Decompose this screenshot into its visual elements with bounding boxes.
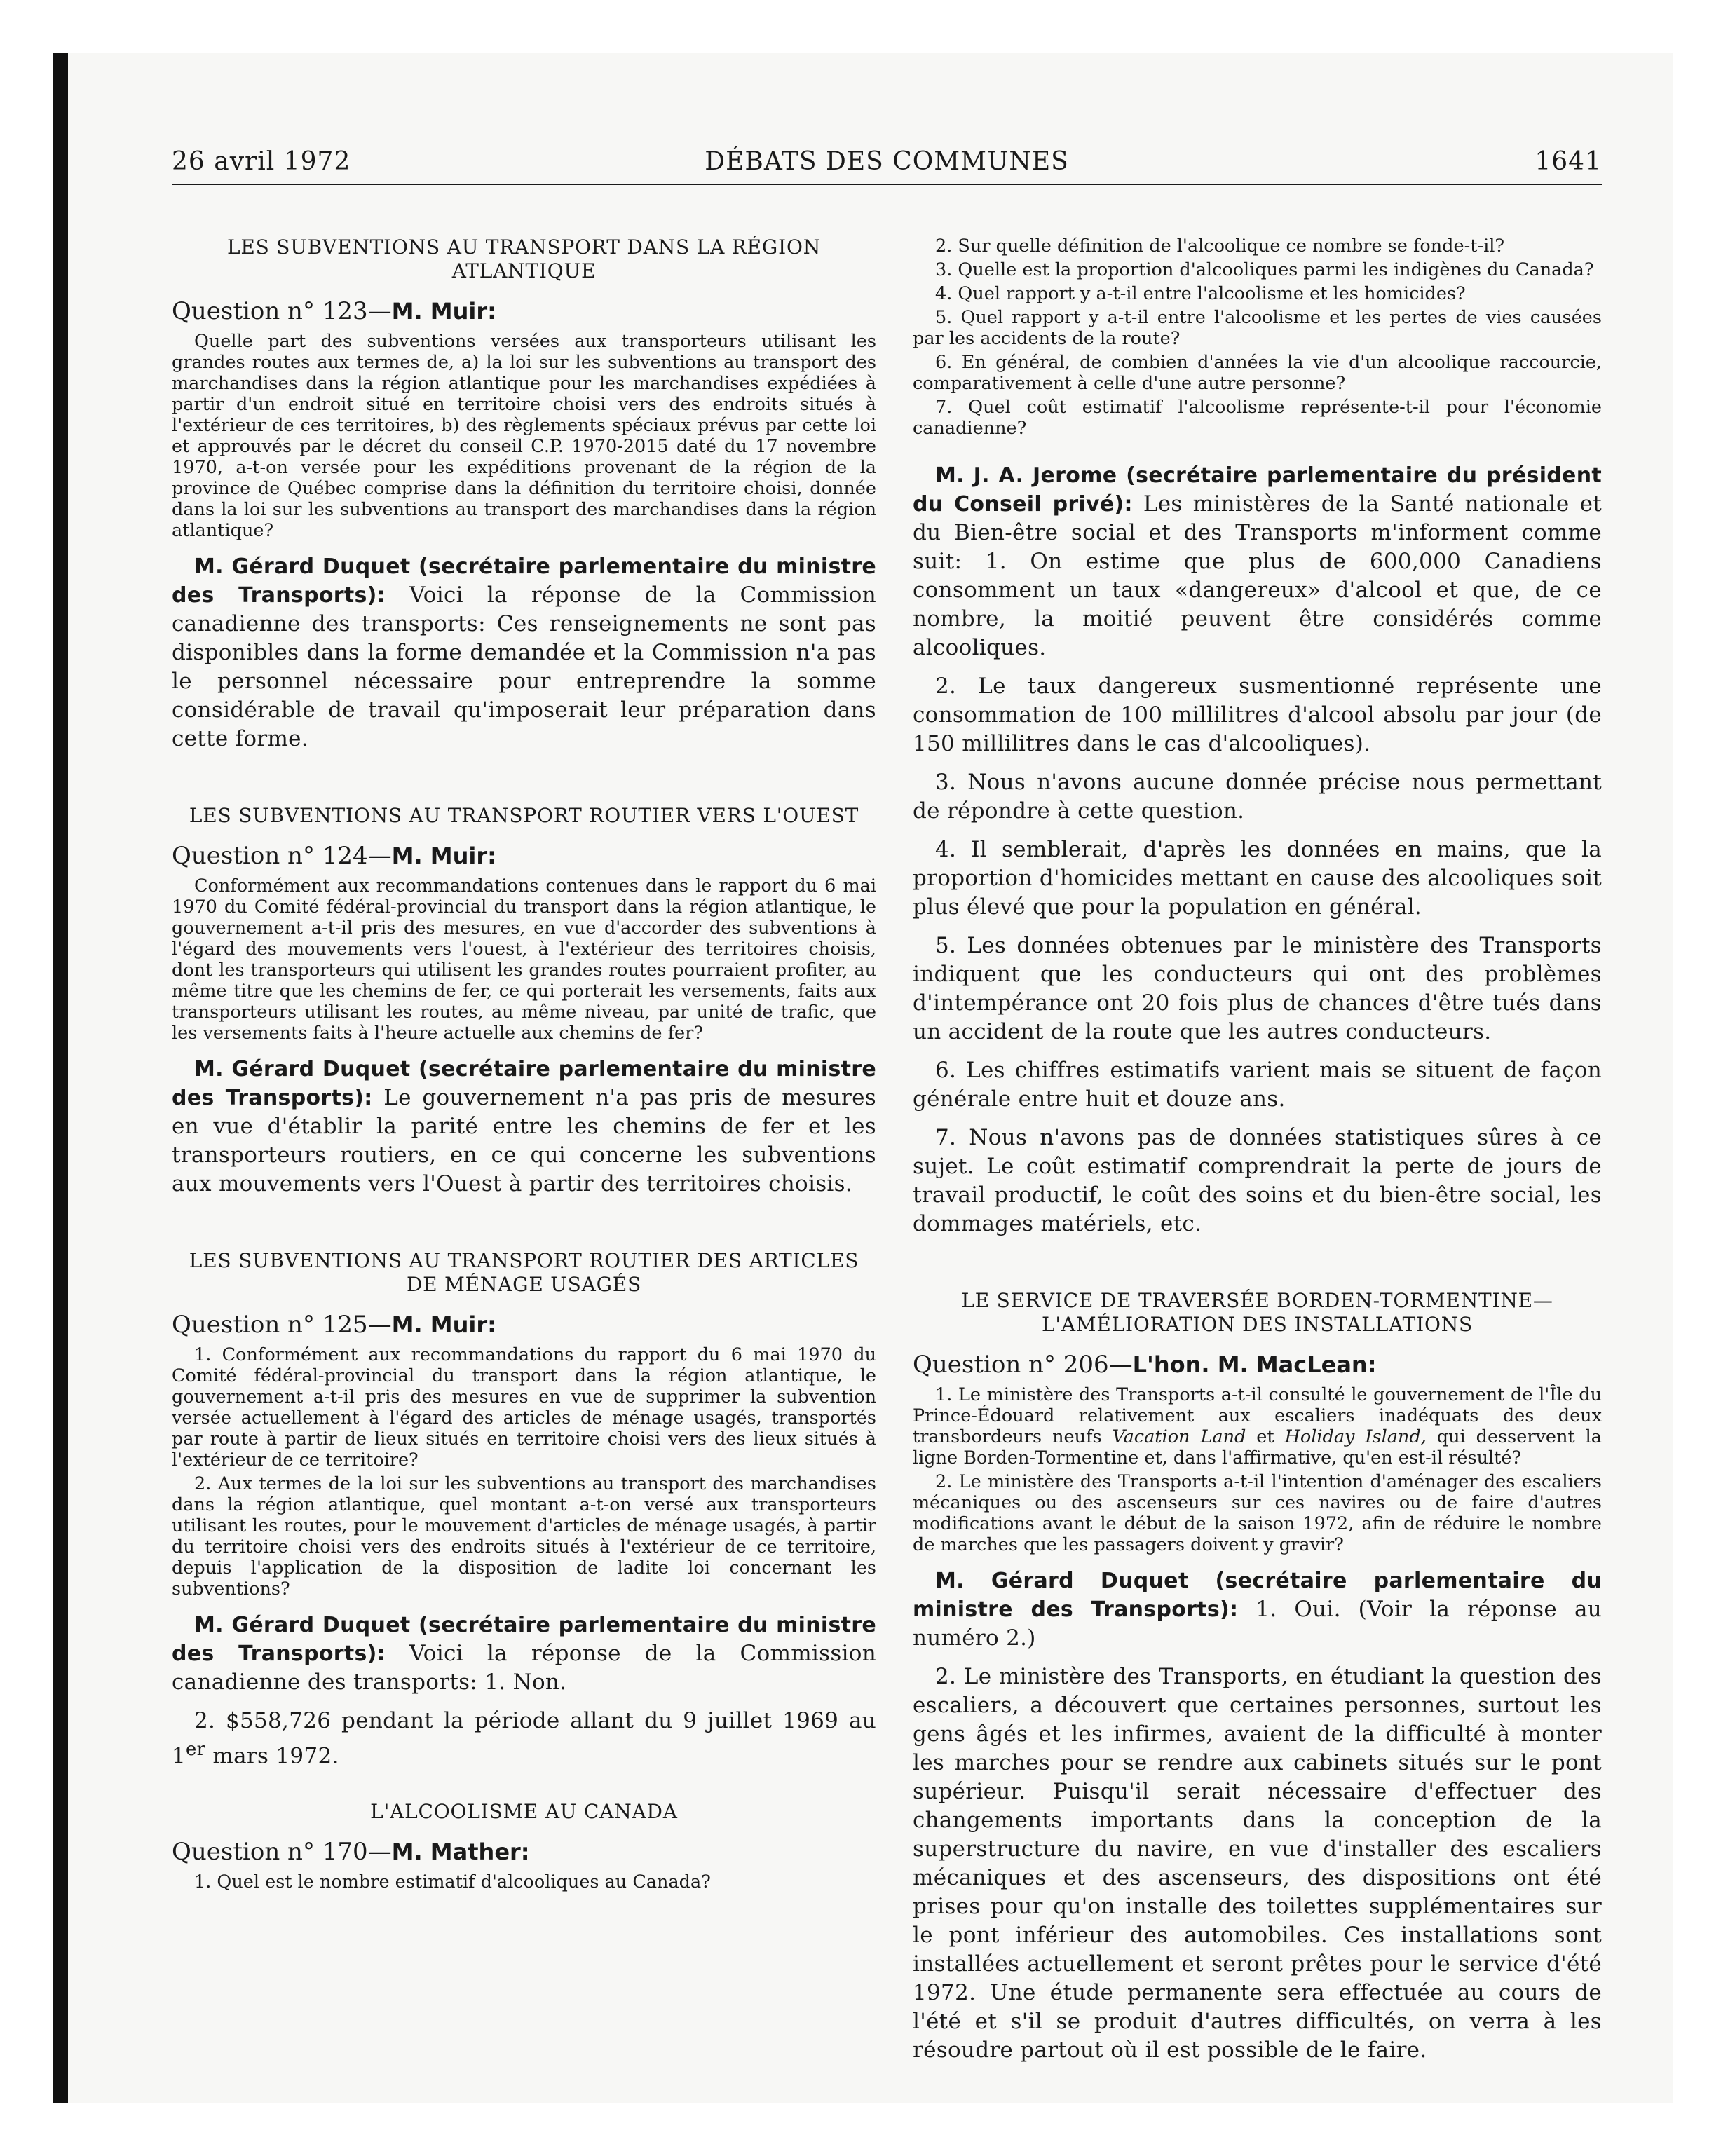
question-item: 1. Quel est le nombre estimatif d'alcooliques au Canada? — [194, 1871, 711, 1893]
scan-border-left — [53, 53, 68, 2103]
question-author: M. Muir: — [391, 298, 496, 325]
scan-margin-bottom — [68, 2103, 1673, 2156]
header-title: DÉBATS DES COMMUNES — [705, 147, 1069, 176]
header-page-number: 1641 — [1535, 147, 1602, 176]
question-item: 3. Quelle est la proportion d'alcooliques parmi les indigènes du Canada? — [935, 259, 1594, 280]
question-text: qui desservent la ligne Borden-Tormentine et, dans l'affirmative, qu'en est-il résulté? — [913, 1426, 1602, 1468]
answer-speaker: M. Gérard Duquet (secrétaire parlementaire du ministre des Transports): — [913, 1569, 1602, 1622]
ship-name: Holiday Island, — [1284, 1426, 1427, 1447]
answer-text: mars 1972. — [205, 1743, 339, 1769]
question-item: 7. Quel coût estimatif l'alcoolisme représente-t-il pour l'économie canadienne? — [913, 397, 1602, 439]
question-author: L'hon. M. MacLean: — [1132, 1351, 1377, 1378]
answer-speaker: M. Gérard Duquet (secrétaire parlementaire du ministre des Transports): — [172, 1613, 876, 1666]
section-title: LES SUBVENTIONS AU TRANSPORT DANS LA RÉGION ATLANTIQUE — [226, 236, 821, 282]
answer-text: Le gouvernement n'a pas pris de mesures en vue d'établir la parité entre les chemins de fer et les transporteurs routiers, en ce qui concerne les subventions aux mouvements vers l'Ouest à partir des territoires choisis. — [172, 1085, 876, 1196]
question-text: Quelle part des subventions versées aux transporteurs utilisant les grandes routes aux termes de, a) la loi sur les subventions au transport des marchandises dans la région atlantique pour les marchandises expédiées à partir d'un endroit situé en territoire choisi vers des endroits situés à l'extérieur de ces territoires, b) des règlements spéciaux prévus par cette loi et approuvés par le décret du conseil C.P. 1970-2015 daté du 17 novembre 1970, a-t-on versée pour les expéditions provenant de la région de la province de Québec comprise dans la définition du territoire choisi, donnée dans la loi sur les subventions au transport des marchandises dans la région atlantique? — [172, 331, 876, 541]
answer-speaker: M. Gérard Duquet (secrétaire parlementaire du ministre des Transports): — [172, 1057, 876, 1110]
answer-paragraph — [913, 461, 1602, 662]
question-number: Question n° 124— — [172, 842, 392, 870]
ship-name: Vacation Land — [1112, 1426, 1246, 1447]
column-right — [913, 236, 1602, 2075]
question-heading — [913, 1349, 1602, 1380]
ordinal-suffix: er — [186, 1739, 206, 1760]
question-text: 1. Le ministère des Transports a-t-il consulté le gouvernement de l'Île du Prince-Édouard relativement aux escaliers inadéquats des deux transbordeurs neufs — [913, 1384, 1602, 1447]
answer-text: Voici la réponse de la Commission canadienne des transports: 1. Non. — [172, 1641, 876, 1695]
question-heading — [172, 840, 876, 871]
answer-paragraph: 2. Le ministère des Transports, en étudiant la question des escaliers, a découvert que certaines personnes, surtout les gens âgés et les infirmes, avaient de la difficulté à monter les marches pour se rendre aux cabinets situés sur le pont supérieur. Puisqu'il serait nécessaire d'effectuer des changements importants dans la conception de la superstructure du navire, en vue d'installer des escaliers mécaniques et des ascenseurs, des dispositions ont été prises pour qu'on installe des toilettes supplémentaires sur le pont inférieur des automobiles. Ces installations sont installées actuellement et seront prêtes pour le service d'été 1972. Une étude permanente sera effectuée au cours de l'été et s'il se produit d'autres difficultés, on verra à les résoudre partout où il est possible de le faire. — [913, 1664, 1602, 2063]
column-left — [172, 236, 876, 1895]
answer-paragraph: 5. Les données obtenues par le ministère des Transports indiquent que les conducteurs qui ont des problèmes d'intempérance ont 20 fois plus de chances d'être tués dans un accident de la route que les autres conducteurs. — [913, 933, 1602, 1044]
question-text: et — [1246, 1426, 1285, 1447]
answer-paragraph: 6. Les chiffres estimatifs varient mais se situent de façon générale entre huit et douze ans. — [913, 1058, 1602, 1112]
section-title: LE SERVICE DE TRAVERSÉE BORDEN-TORMENTINE— L'AMÉLIORATION DES INSTALLATIONS — [961, 1289, 1553, 1336]
section-title: LES SUBVENTIONS AU TRANSPORT ROUTIER DES ARTICLES DE MÉNAGE USAGÉS — [189, 1249, 859, 1296]
question-item: 5. Quel rapport y a-t-il entre l'alcoolisme et les pertes de vies causées par les accidents de la route? — [913, 307, 1602, 349]
header-rule — [172, 184, 1602, 185]
answer-text: Voici la réponse de la Commission canadienne des transports: Ces renseignements ne sont pas disponibles dans la forme demandée et la Commission n'a pas le personnel nécessaire pour entreprendre la somme considérable de travail qu'imposerait leur préparation dans cette forme. — [172, 582, 876, 751]
answer-paragraph: 3. Nous n'avons aucune donnée précise nous permettant de répondre à cette question. — [913, 770, 1602, 824]
question-number: Question n° 206— — [913, 1351, 1133, 1379]
question-item: 6. En général, de combien d'années la vie d'un alcoolique raccourcie, comparativement à celle d'une autre personne? — [913, 352, 1602, 394]
question-text: Conformément aux recommandations contenues dans le rapport du 6 mai 1970 du Comité fédéral-provincial du transport dans la région atlantique, le gouvernement a-t-il pris des mesures, en vue d'accorder des subventions à l'égard des mouvements vers l'ouest, à l'extérieur des territoires choisis, dont les transporteurs qui utilisent les grandes routes pourraient profiter, au même titre que les chemins de fer, ce qui porterait les versements, faits aux transporteurs utilisant les routes, au même niveau, par unité de trafic, que les versements faits à l'heure actuelle aux chemins de fer? — [172, 875, 876, 1044]
answer-paragraph: 7. Nous n'avons pas de données statistiques sûres à ce sujet. Le coût estimatif comprendrait la perte de jours de travail productif, le coût des soins et du bien-être social, les dommages matériels, etc. — [913, 1125, 1602, 1236]
page-header — [172, 147, 1602, 186]
question-item: 2. Sur quelle définition de l'alcoolique ce nombre se fonde-t-il? — [935, 236, 1505, 257]
answer-speaker: M. J. A. Jerome (secrétaire parlementaire du président du Conseil privé): — [913, 463, 1602, 517]
scan-margin-right — [1673, 0, 1735, 2156]
scan-margin-left — [0, 0, 53, 2156]
answer-paragraph — [172, 1611, 876, 1697]
answer-paragraph — [172, 1707, 876, 1770]
question-heading — [172, 1309, 876, 1340]
section-title: L'ALCOOLISME AU CANADA — [370, 1800, 678, 1824]
question-author: M. Muir: — [391, 842, 496, 869]
answer-speaker: M. Gérard Duquet (secrétaire parlementaire du ministre des Transports): — [172, 554, 876, 608]
answer-text: 1. Oui. (Voir la réponse au numéro 2.) — [913, 1597, 1602, 1651]
answer-paragraph: 4. Il semblerait, d'après les données en mains, que la proportion d'homicides mettant en cause des alcooliques soit plus élevé que pour la population en général. — [913, 837, 1602, 920]
question-item: 1. Conformément aux recommandations du rapport du 6 mai 1970 du Comité fédéral-provincial du transport dans la région atlantique, le gouvernement a-t-il pris des mesures en vue de supprimer la subvention versée actuellement à l'égard des articles de ménage usagés, transportés par route à partir de lieux situés en territoire choisi vers des lieux situés à l'extérieur de ce territoire? — [172, 1344, 876, 1471]
question-heading — [172, 296, 876, 327]
question-item: 2. Aux termes de la loi sur les subventions au transport des marchandises dans la région atlantique, quel montant a-t-on versé aux transporteurs utilisant les routes, pour le mouvement d'articles de ménage usagés, à partir du territoire choisi vers des endroits situés à l'extérieur de ce territoire, depuis l'application de la disposition de ladite loi concernant les subventions? — [172, 1473, 876, 1599]
header-date: 26 avril 1972 — [172, 147, 351, 176]
question-author: M. Mather: — [391, 1838, 530, 1866]
question-number: Question n° 125— — [172, 1311, 392, 1339]
answer-paragraph — [172, 1055, 876, 1199]
question-item: 4. Quel rapport y a-t-il entre l'alcoolisme et les homicides? — [935, 283, 1466, 304]
question-number: Question n° 170— — [172, 1838, 392, 1867]
answer-paragraph — [913, 1567, 1602, 1653]
answer-paragraph: 2. Le taux dangereux susmentionné représente une consommation de 100 millilitres d'alcool absolu par jour (de 150 millilitres dans le cas d'alcooliques). — [913, 674, 1602, 756]
answer-paragraph — [172, 552, 876, 753]
section-title: LES SUBVENTIONS AU TRANSPORT ROUTIER VERS L'OUEST — [189, 804, 859, 827]
answer-text: Les ministères de la Santé nationale et du Bien-être social et des Transports m'informent comme suit: 1. On estime que plus de 600,000 Canadiens consomment un taux «dangereux» d'alcool et que, de ce nombre, la moitié peuvent être considérés comme alcooliques. — [913, 491, 1602, 660]
answer-text: 2. $558,726 pendant la période allant du 9 juillet 1969 au 1 — [172, 1708, 876, 1769]
question-heading — [172, 1836, 876, 1867]
question-author: M. Muir: — [391, 1311, 496, 1338]
question-item — [913, 1384, 1602, 1468]
question-number: Question n° 123— — [172, 297, 392, 325]
scan-margin-top — [68, 0, 1735, 53]
question-item: 2. Le ministère des Transports a-t-il l'intention d'aménager des escaliers mécaniques ou des ascenseurs sur ces navires ou de faire d'autres modifications avant le début de la saison 1972, afin de réduire le nombre de marches que les passagers doivent y gravir? — [913, 1471, 1602, 1555]
